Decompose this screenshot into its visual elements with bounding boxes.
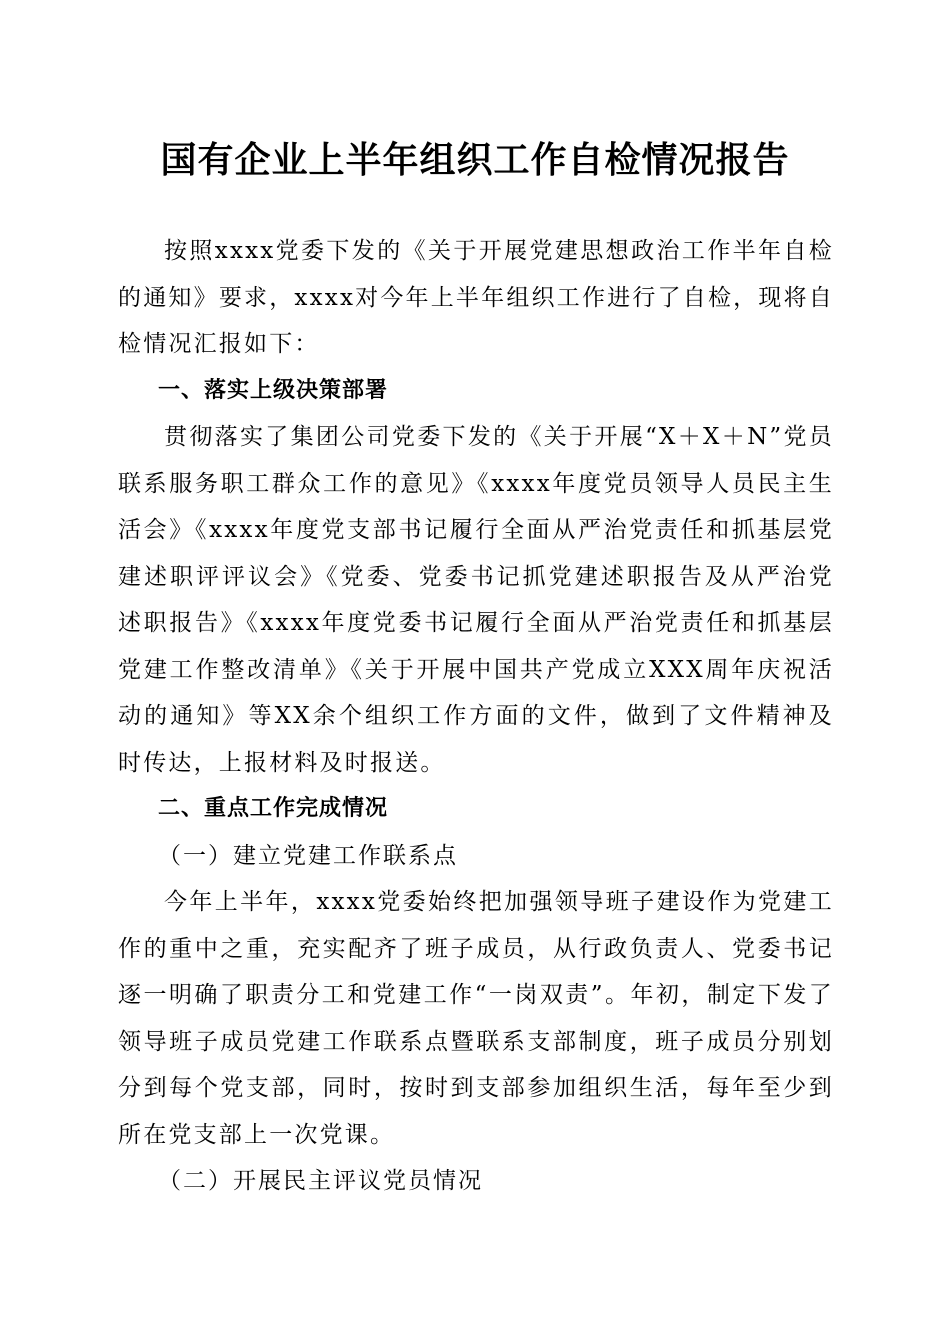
subsection-heading-1: （一）建立党建工作联系点 — [158, 842, 458, 869]
intro-paragraph: 按照xxxx党委下发的《关于开展党建思想政治工作半年自检的通知》要求，xxxx对今年上半年组织工作进行了自检，现将自检情况汇报如下： — [118, 238, 834, 357]
section-heading-2: 二、重点工作完成情况 — [158, 796, 389, 821]
subsection-heading-2: （二）开展民主评议党员情况 — [158, 1168, 483, 1194]
section-1-paragraph: 贯彻落实了集团公司党委下发的《关于开展“X＋X＋N”党员联系服务职工群众工作的意见》《xxxx年度党员领导人员民主生活会》《xxxx年度党支部书记履行全面从严治党责任和抓基层党建述职评评议会》《党委、党委书记抓党建述职报告及从严治党述职报告》《xxxx年度党委书记履行全面从严治党责任和抓基层党建工作整改清单》《关于开展中国共产党成立XXX周年庆祝活动的通知》等XX余个组织工作方面的文件，做到了文件精神及时传达，上报材料及时报送。 — [118, 424, 834, 776]
document-body — [118, 228, 834, 1205]
document-title: 国有企业上半年组织工作自检情况报告 — [160, 139, 790, 181]
section-heading-1: 一、落实上级决策部署 — [158, 377, 389, 403]
subsection-1-paragraph: 今年上半年，xxxx党委始终把加强领导班子建设作为党建工作的重中之重，充实配齐了班子成员，从行政负责人、党委书记逐一明确了职责分工和党建工作“一岗双责”。年初，制定下发了领导班子成员党建工作联系点暨联系支部制度，班子成员分别划分到每个党支部，同时，按时到支部参加组织生活，每年至少到所在党支部上一次党课。 — [118, 889, 834, 1148]
